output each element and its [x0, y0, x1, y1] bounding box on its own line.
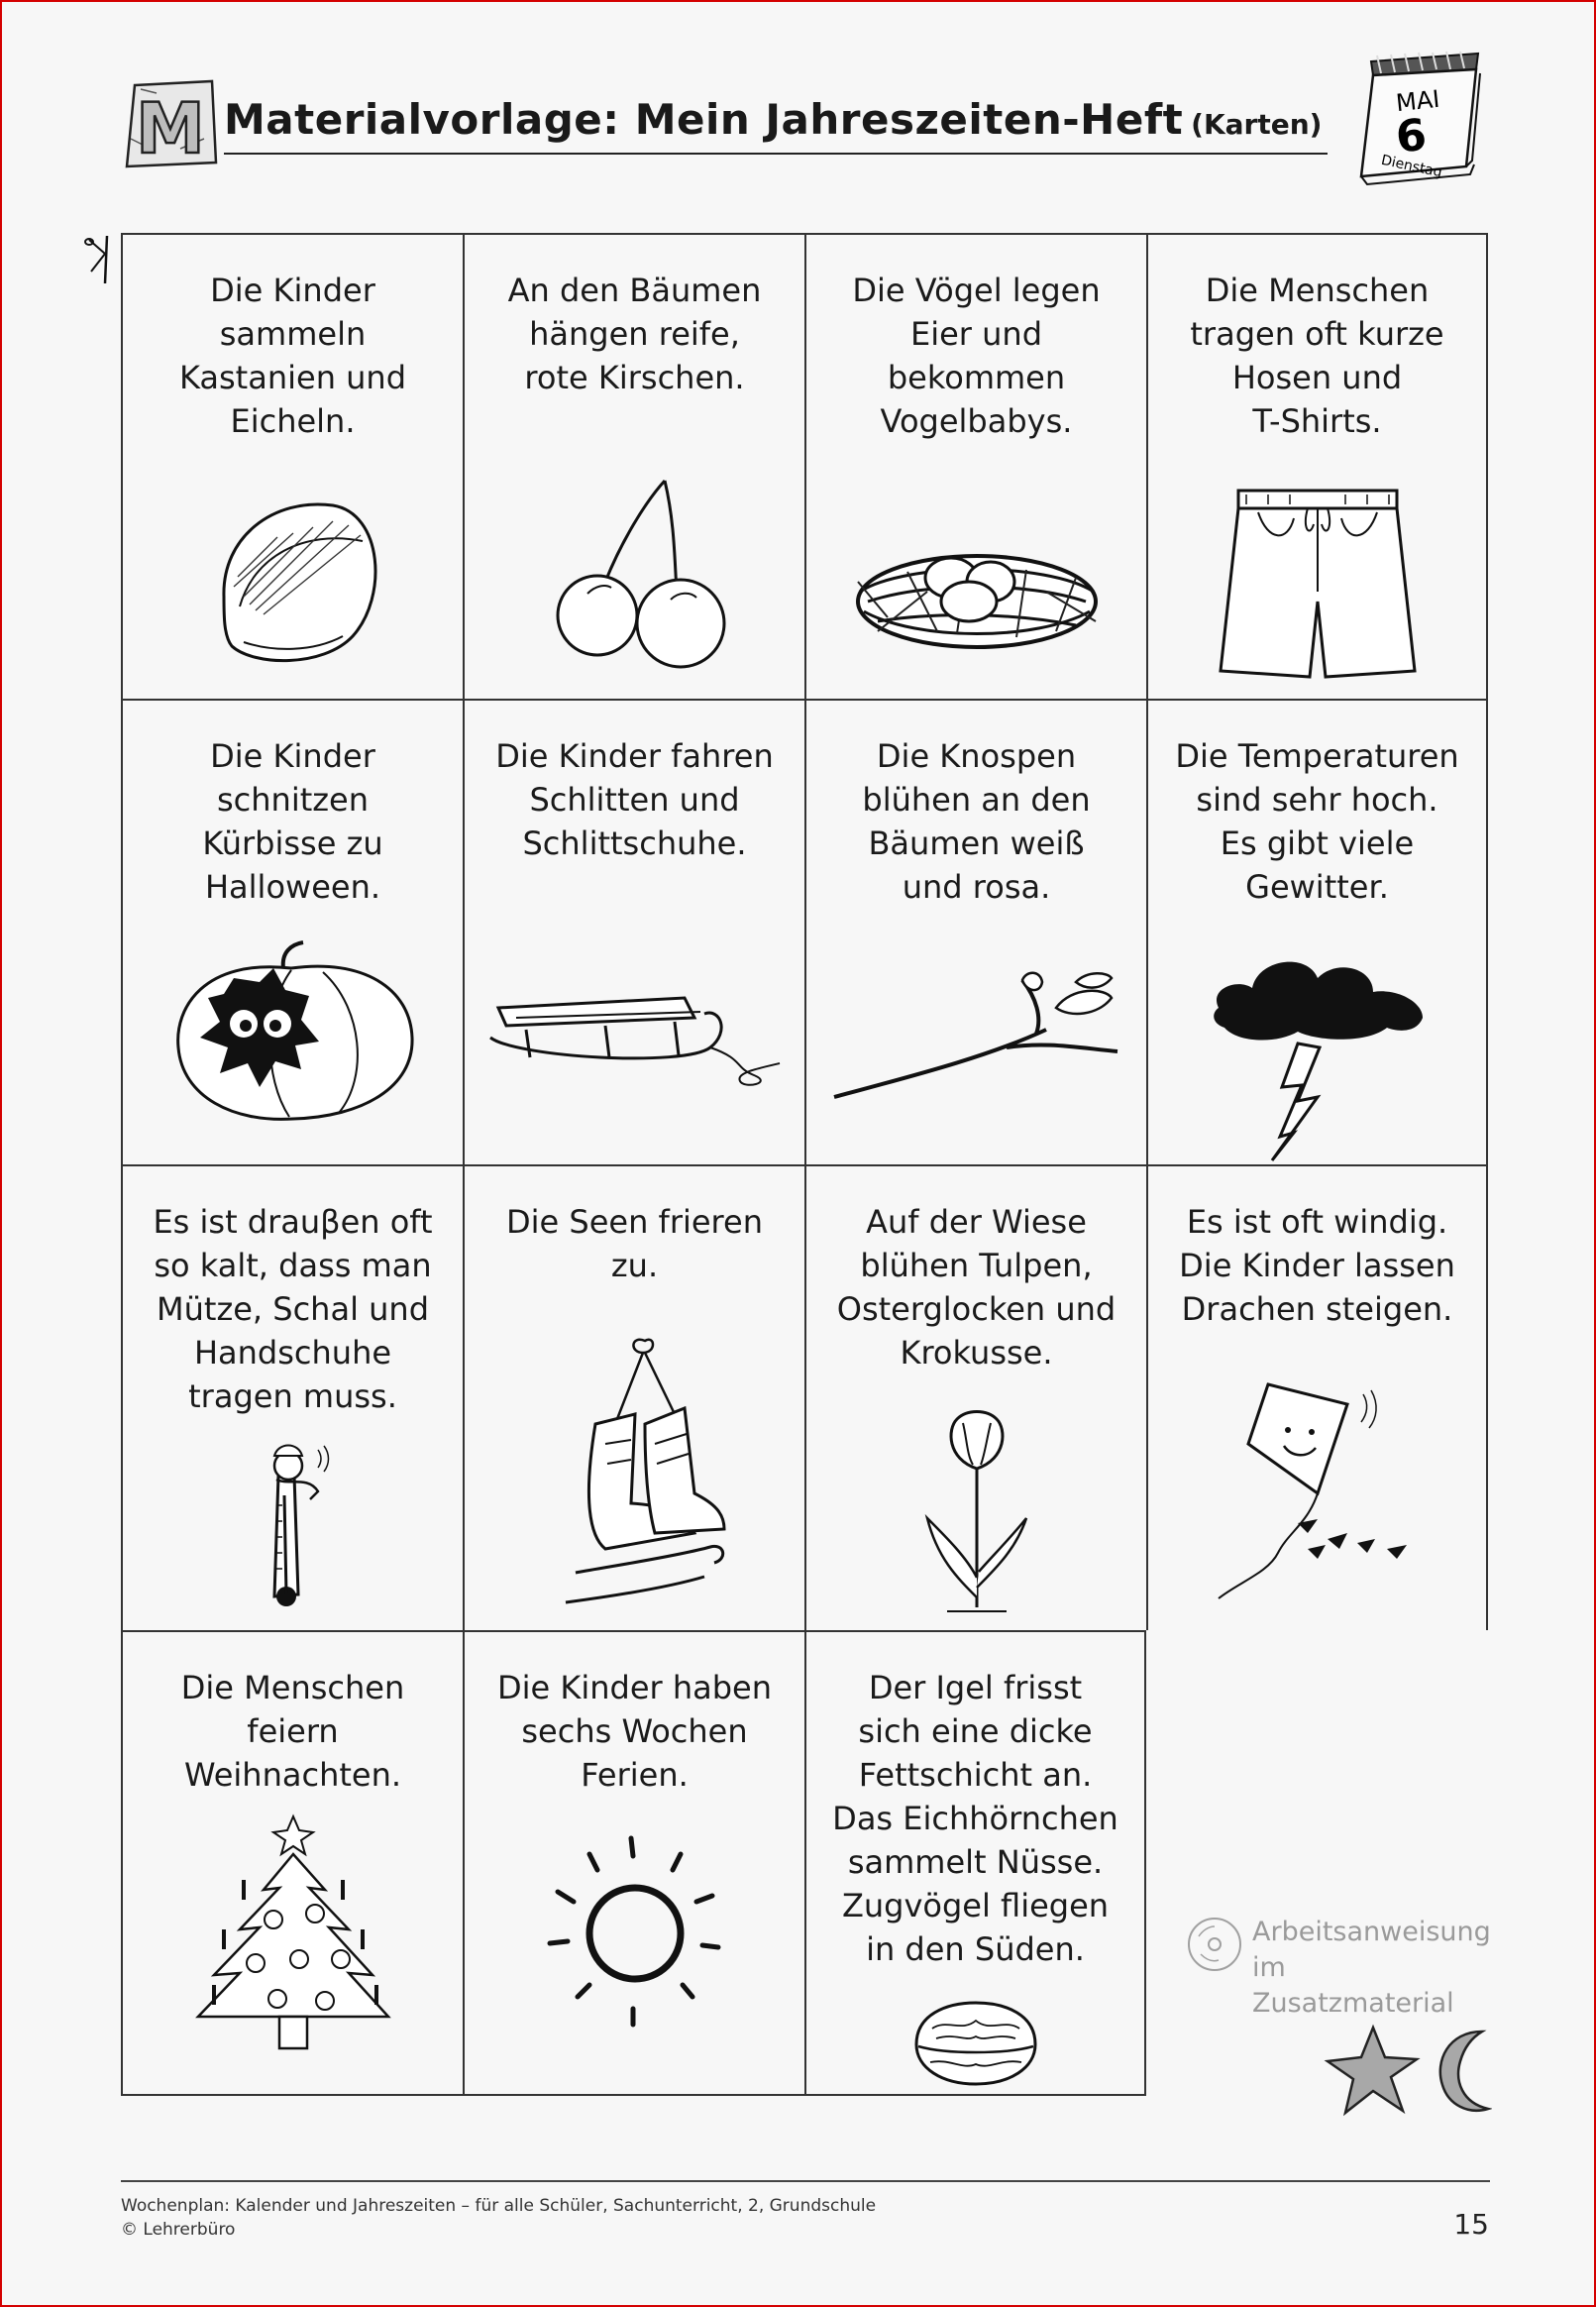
season-card: [1146, 1164, 1488, 1630]
card-text: An den Bäumen hängen reife, rote Kirschen.: [507, 272, 762, 396]
footer-line-1: Wochenplan: Kalender und Jahreszeiten – für alle Schüler, Sachunterricht, 2, Grundschule: [121, 2196, 877, 2216]
card-text: Die Kinder haben sechs Wochen Ferien.: [496, 1669, 773, 1794]
page-title: [224, 95, 1328, 155]
cd-icon: [1185, 1915, 1244, 1974]
additional-material-note: [1185, 1911, 1491, 2019]
ice-skates-icon: [536, 1335, 734, 1622]
calendar-weekday: Dienstag: [1379, 152, 1444, 181]
scissors-icon: [83, 234, 123, 287]
kite-icon: [1209, 1374, 1427, 1612]
season-card: [463, 1164, 804, 1630]
season-card: [804, 699, 1146, 1164]
material-badge-icon: [121, 79, 220, 170]
card-text: Die Kinder sammeln Kastanien und Eicheln.: [178, 272, 407, 440]
thunderstorm-icon: [1199, 948, 1436, 1166]
pumpkin-icon: [164, 938, 422, 1127]
season-card: [121, 233, 463, 699]
footer-line-2: © Lehrerbüro: [121, 2220, 236, 2240]
note-text: Arbeitsanweisung im Zusatzmaterial: [1252, 1917, 1491, 2019]
sun-icon: [536, 1830, 734, 2029]
season-card: [121, 699, 463, 1164]
card-text: Es ist drauβen oft so kalt, dass man Mütze, Schal und Handschuhe tragen muss.: [153, 1203, 433, 1415]
star-moon-icon: [1324, 2022, 1492, 2121]
card-text: Die Temperaturen sind sehr hoch. Es gibt viele Gewitter.: [1175, 737, 1459, 906]
season-card: [463, 699, 804, 1164]
calendar-day: 6: [1393, 109, 1430, 164]
season-card: [463, 1630, 804, 2096]
card-text: Der Igel frisst sich eine dicke Fettschicht an. Das Eichhörnchen sammelt Nüsse. Zugvögel fliegen in den Süden.: [832, 1669, 1118, 1968]
badge-letter: M: [136, 88, 205, 169]
card-grid: [121, 233, 1490, 2098]
season-card: [1146, 699, 1488, 1164]
season-card: [1146, 233, 1488, 699]
season-card: [463, 233, 804, 699]
season-card: [804, 233, 1146, 699]
card-text: Die Menschen tragen oft kurze Hosen und T-Shirts.: [1190, 272, 1444, 440]
footer-credits: [121, 2194, 876, 2242]
card-text: Die Kinder schnitzen Kürbisse zu Halloween.: [202, 737, 383, 906]
branch-icon: [828, 968, 1125, 1107]
card-text: Auf der Wiese blühen Tulpen, Osterglocken und Krokusse.: [836, 1203, 1117, 1372]
season-card: [804, 1630, 1146, 2096]
footer-divider: [121, 2180, 1490, 2182]
card-text: Die Kinder fahren Schlitten und Schlittschuhe.: [495, 737, 774, 862]
card-text: Die Vögel legen Eier und bekommen Vogelbabys.: [852, 272, 1101, 440]
season-card: [121, 1164, 463, 1630]
shorts-icon: [1199, 483, 1436, 691]
card-text: Die Knospen blühen an den Bäumen weiß und rosa.: [862, 737, 1091, 906]
title-main: Materialvorlage: Mein Jahreszeiten-Heft: [224, 95, 1184, 144]
calendar-icon: [1347, 44, 1486, 198]
card-text: Die Seen frieren zu.: [506, 1203, 763, 1284]
tulip-icon: [907, 1409, 1046, 1617]
bird-nest-icon: [848, 522, 1106, 661]
cherries-icon: [526, 473, 744, 671]
calendar-month: MAI: [1394, 84, 1441, 118]
chestnut-icon: [194, 478, 392, 676]
card-text: Die Menschen feiern Weihnachten.: [180, 1669, 405, 1794]
season-card: [121, 1630, 463, 2096]
christmas-tree-icon: [184, 1811, 402, 2058]
thermometer-icon: [249, 1436, 338, 1614]
card-text: Es ist oft windig. Die Kinder lassen Drachen steigen.: [1179, 1203, 1455, 1328]
walnut-icon: [906, 1999, 1045, 2088]
title-subtitle: (Karten): [1191, 108, 1323, 141]
season-card: [804, 1164, 1146, 1630]
sled-icon: [486, 978, 784, 1107]
page-number: 15: [1453, 2208, 1489, 2241]
